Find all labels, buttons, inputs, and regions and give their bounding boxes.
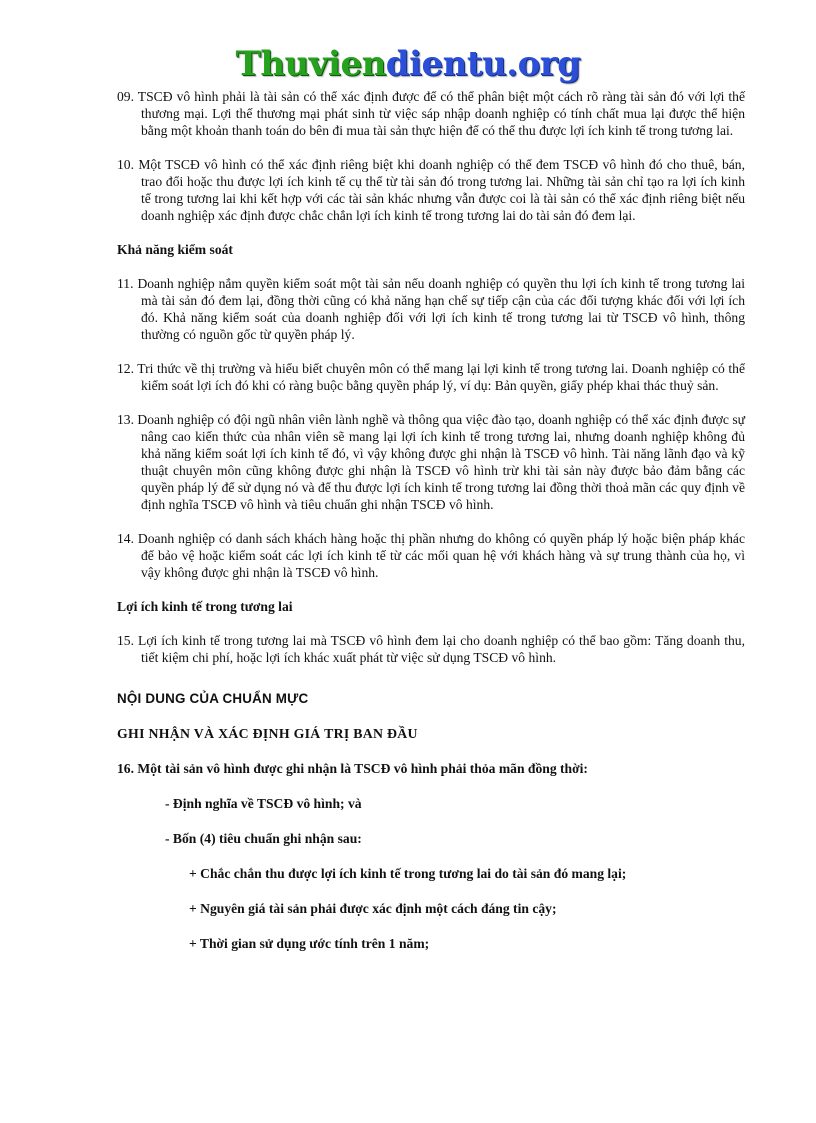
paragraph-09: 09. TSCĐ vô hình phải là tài sản có thể xác định được để có thể phân biệt một cách rõ ràng tài sản đó với lợi thế thương mại. Lợi thế thương mại phát sinh từ việc sáp nhập doanh nghiệp có tính chất mua lại được thể hiện bằng một khoản thanh toán do bên đi mua tài sản thực hiện để có thể thu được lợi ích kinh tế trong tương lai. xyxy=(117,89,745,138)
logo-text-part1: Thuvien xyxy=(235,44,386,84)
subsection-title: GHI NHẬN VÀ XÁC ĐỊNH GIÁ TRỊ BAN ĐẦU xyxy=(117,726,418,741)
site-logo xyxy=(0,44,816,84)
paragraph-14: 14. Doanh nghiệp có danh sách khách hàng hoặc thị phần nhưng do không có quyền pháp lý hoặc biện pháp khác để bảo vệ hoặc kiểm soát các lợi ích kinh tế từ các mối quan hệ với khách hàng và sự trung thành của họ, vì vậy không được ghi nhận là TSCĐ vô hình. xyxy=(117,531,745,580)
condition-item: - Định nghĩa về TSCĐ vô hình; và xyxy=(165,796,362,811)
condition-item: - Bốn (4) tiêu chuẩn ghi nhận sau: xyxy=(165,831,362,846)
criterion-item: + Thời gian sử dụng ước tính trên 1 năm; xyxy=(189,936,430,951)
paragraph-13: 13. Doanh nghiệp có đội ngũ nhân viên lành nghề và thông qua việc đào tạo, doanh nghiệp có thể xác định được sự nâng cao kiến thức của nhân viên sẽ mang lại lợi ích kinh tế trong tương lai, nhưng doanh nghiệp không đủ khả năng kiểm soát lợi ích kinh tế đó, vì vậy không được ghi nhận là TSCĐ vô hình. Tài năng lãnh đạo và kỹ thuật chuyên môn cũng không được ghi nhận là TSCĐ vô hình trừ khi tài sản này được bảo đảm bằng các quyền pháp lý để sử dụng nó và để thu được lợi ích kinh tế trong tương lai đồng thời thoả mãn các quy định về định nghĩa TSCĐ vô hình và tiêu chuẩn ghi nhận TSCĐ vô hình. xyxy=(117,412,745,512)
criterion-item: + Chắc chắn thu được lợi ích kinh tế trong tương lai do tài sản đó mang lại; xyxy=(189,866,627,881)
subheading-control: Khả năng kiểm soát xyxy=(117,242,233,257)
paragraph-15: 15. Lợi ích kinh tế trong tương lai mà TSCĐ vô hình đem lại cho doanh nghiệp có thể bao gồm: Tăng doanh thu, tiết kiệm chi phí, hoặc lợi ích khác xuất phát từ việc sử dụng TSCĐ vô hình. xyxy=(117,633,745,665)
logo-text-part2: dientu xyxy=(385,44,507,84)
subheading-benefit: Lợi ích kinh tế trong tương lai xyxy=(117,599,293,614)
paragraph-12: 12. Tri thức về thị trường và hiểu biết chuyên môn có thể mang lại lợi kinh tế trong tương lai. Doanh nghiệp có thể kiểm soát lợi ích đó khi có ràng buộc bằng quyền pháp lý, ví dụ: Bản quyền, giấy phép khai thác thuỷ sản. xyxy=(117,361,745,393)
clause-16: 16. Một tài sản vô hình được ghi nhận là TSCĐ vô hình phải thỏa mãn đồng thời: xyxy=(117,761,588,776)
paragraph-10: 10. Một TSCĐ vô hình có thể xác định riêng biệt khi doanh nghiệp có thể đem TSCĐ vô hình đó cho thuê, bán, trao đổi hoặc thu được lợi ích kinh tế cụ thể từ tài sản đó trong tương lai. Những tài sản chỉ tạo ra lợi ích kinh tế trong tương lai khi kết hợp với các tài sản khác nhưng vẫn được coi là tài sản có thể xác định riêng biệt nếu doanh nghiệp xác định được chắc chắn lợi ích kinh tế trong tương lai do tài sản đó đem lại. xyxy=(117,157,745,223)
paragraph-11: 11. Doanh nghiệp nắm quyền kiểm soát một tài sản nếu doanh nghiệp có quyền thu lợi ích kinh tế trong tương lai mà tài sản đó đem lại, đồng thời cũng có khả năng hạn chế sự tiếp cận của các đối tượng khác đối với lợi ích đó. Khả năng kiểm soát của doanh nghiệp đối với lợi ích kinh tế trong tương lai từ TSCĐ vô hình, thông thường có nguồn gốc từ quyền pháp lý. xyxy=(117,276,745,342)
criterion-item: + Nguyên giá tài sản phải được xác định một cách đáng tin cậy; xyxy=(189,901,557,916)
section-title: NỘI DUNG CỦA CHUẨN MỰC xyxy=(117,691,309,706)
logo-text-part3: .org xyxy=(506,44,581,84)
document-body xyxy=(117,88,745,970)
